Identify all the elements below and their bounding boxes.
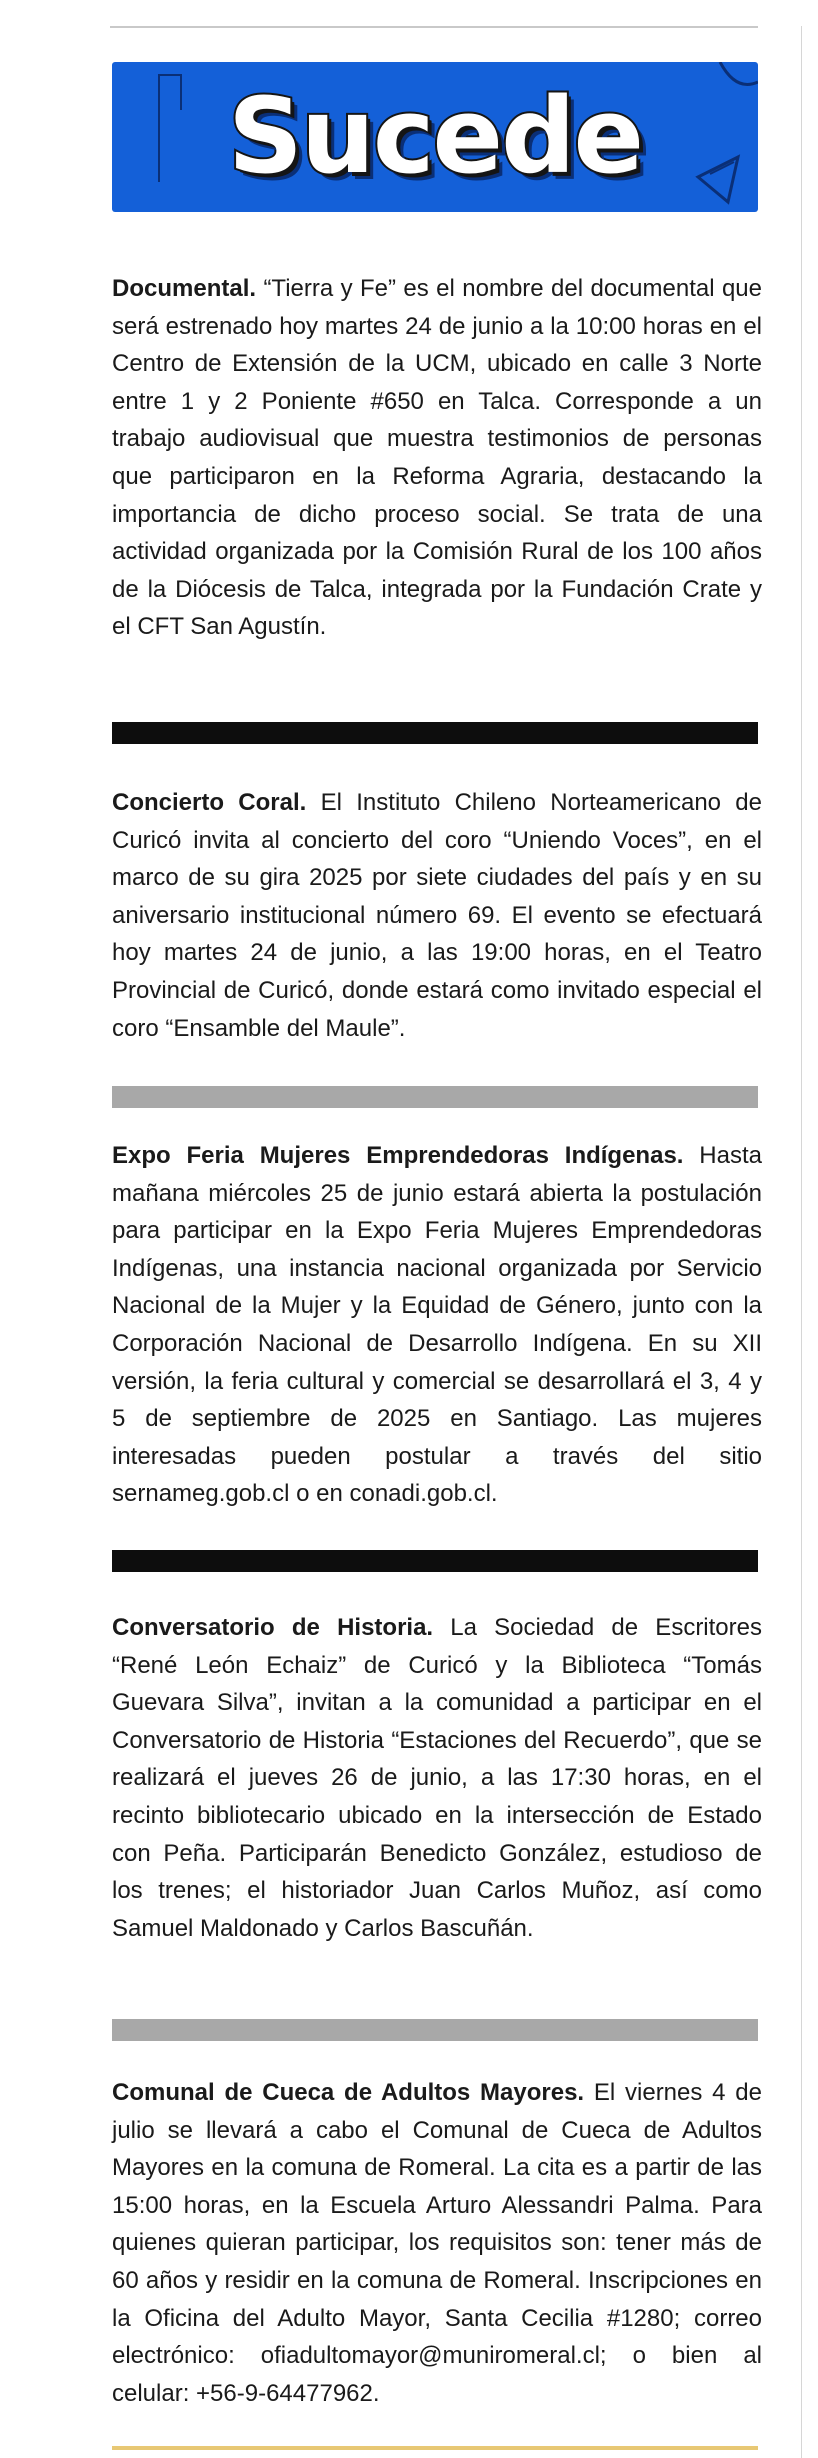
section-header <box>112 62 758 212</box>
news-item-documental <box>112 270 762 646</box>
section-title: Sucede <box>227 75 643 197</box>
corner-curl-icon <box>658 62 758 212</box>
column-rule <box>801 26 802 2458</box>
item-body: El Instituto Chileno Norteamericano de Curicó invita al concierto del coro “Uniendo Voces”, en el marco de su gira 2025 por siete ciudades del país y en su aniversario institucional número 69. El evento se efectuará hoy martes 24 de junio, a las 19:00 horas, en el Teatro Provincial de Curicó, donde estará como invitado especial el coro “Ensamble del Maule”. <box>112 789 762 1042</box>
item-body: Hasta mañana miércoles 25 de junio estará abierta la postulación para participar en la Expo Feria Mujeres Emprendedoras Indígenas, una instancia nacional organizada por Servicio Nacional de la Mujer y la Equidad de Género, junto con la Corporación Nacional de Desarrollo Indígena. En su XII versión, la feria cultural y comercial se desarrollará el 3, 4 y 5 de septiembre de 2025 en Santiago. Las mujeres interesadas pueden postular a través del sitio sernameg.gob.cl o en conadi.gob.cl. <box>112 1142 762 1508</box>
separator-bar <box>112 1086 758 1108</box>
separator-bar <box>112 1550 758 1572</box>
separator-bar <box>112 2019 758 2041</box>
item-body: El viernes 4 de julio se llevará a cabo el Comunal de Cueca de Adultos Mayores en la comuna de Romeral. La cita es a partir de las 15:00 horas, en la Escuela Arturo Alessandri Palma. Para quienes quieran participar, los requisitos son: tener más de 60 años y residir en la comuna de Romeral. Inscripciones en la Oficina del Adulto Mayor, Santa Cecilia #1280; correo electrónico: ofiadultomayor@muniromeral.cl; o bien al celular: +56-9-64477962. <box>112 2079 762 2407</box>
item-heading: Comunal de Cueca de Adultos Mayores. <box>112 2079 585 2106</box>
item-heading: Conversatorio de Historia. <box>112 1614 434 1641</box>
news-item-concierto-coral <box>112 784 762 1047</box>
news-item-cueca <box>112 2074 762 2412</box>
item-body: “Tierra y Fe” es el nombre del documental que será estrenado hoy martes 24 de junio a la 10:00 horas en el Centro de Extensión de la UCM, ubicado en calle 3 Norte entre 1 y 2 Poniente #650 en Talca. Corresponde a un trabajo audiovisual que muestra testimonios de personas que participaron en la Reforma Agraria, destacando la importancia de dicho proceso social. Se trata de una actividad organizada por la Comisión Rural de los 100 años de la Diócesis de Talca, integrada por la Fundación Crate y el CFT San Agustín. <box>112 275 762 641</box>
item-heading: Expo Feria Mujeres Emprendedoras Indígenas. <box>112 1142 684 1169</box>
news-item-expo-feria <box>112 1137 762 1513</box>
news-item-conversatorio <box>112 1609 762 1947</box>
bottom-rule <box>112 2446 758 2450</box>
item-heading: Documental. <box>112 275 257 302</box>
item-body: La Sociedad de Escritores “René León Echaiz” de Curicó y la Biblioteca “Tomás Guevara Silva”, invitan a la comunidad a participar en el Conversatorio de Historia “Estaciones del Recuerdo”, que se realizará el jueves 26 de junio, a las 17:30 horas, en el recinto bibliotecario ubicado en la intersección de Estado con Peña. Participarán Benedicto González, estudioso de los trenes; el historiador Juan Carlos Muñoz, así como Samuel Maldonado y Carlos Bascuñán. <box>112 1614 762 1942</box>
top-rule <box>110 26 758 28</box>
item-heading: Concierto Coral. <box>112 789 307 816</box>
separator-bar <box>112 722 758 744</box>
